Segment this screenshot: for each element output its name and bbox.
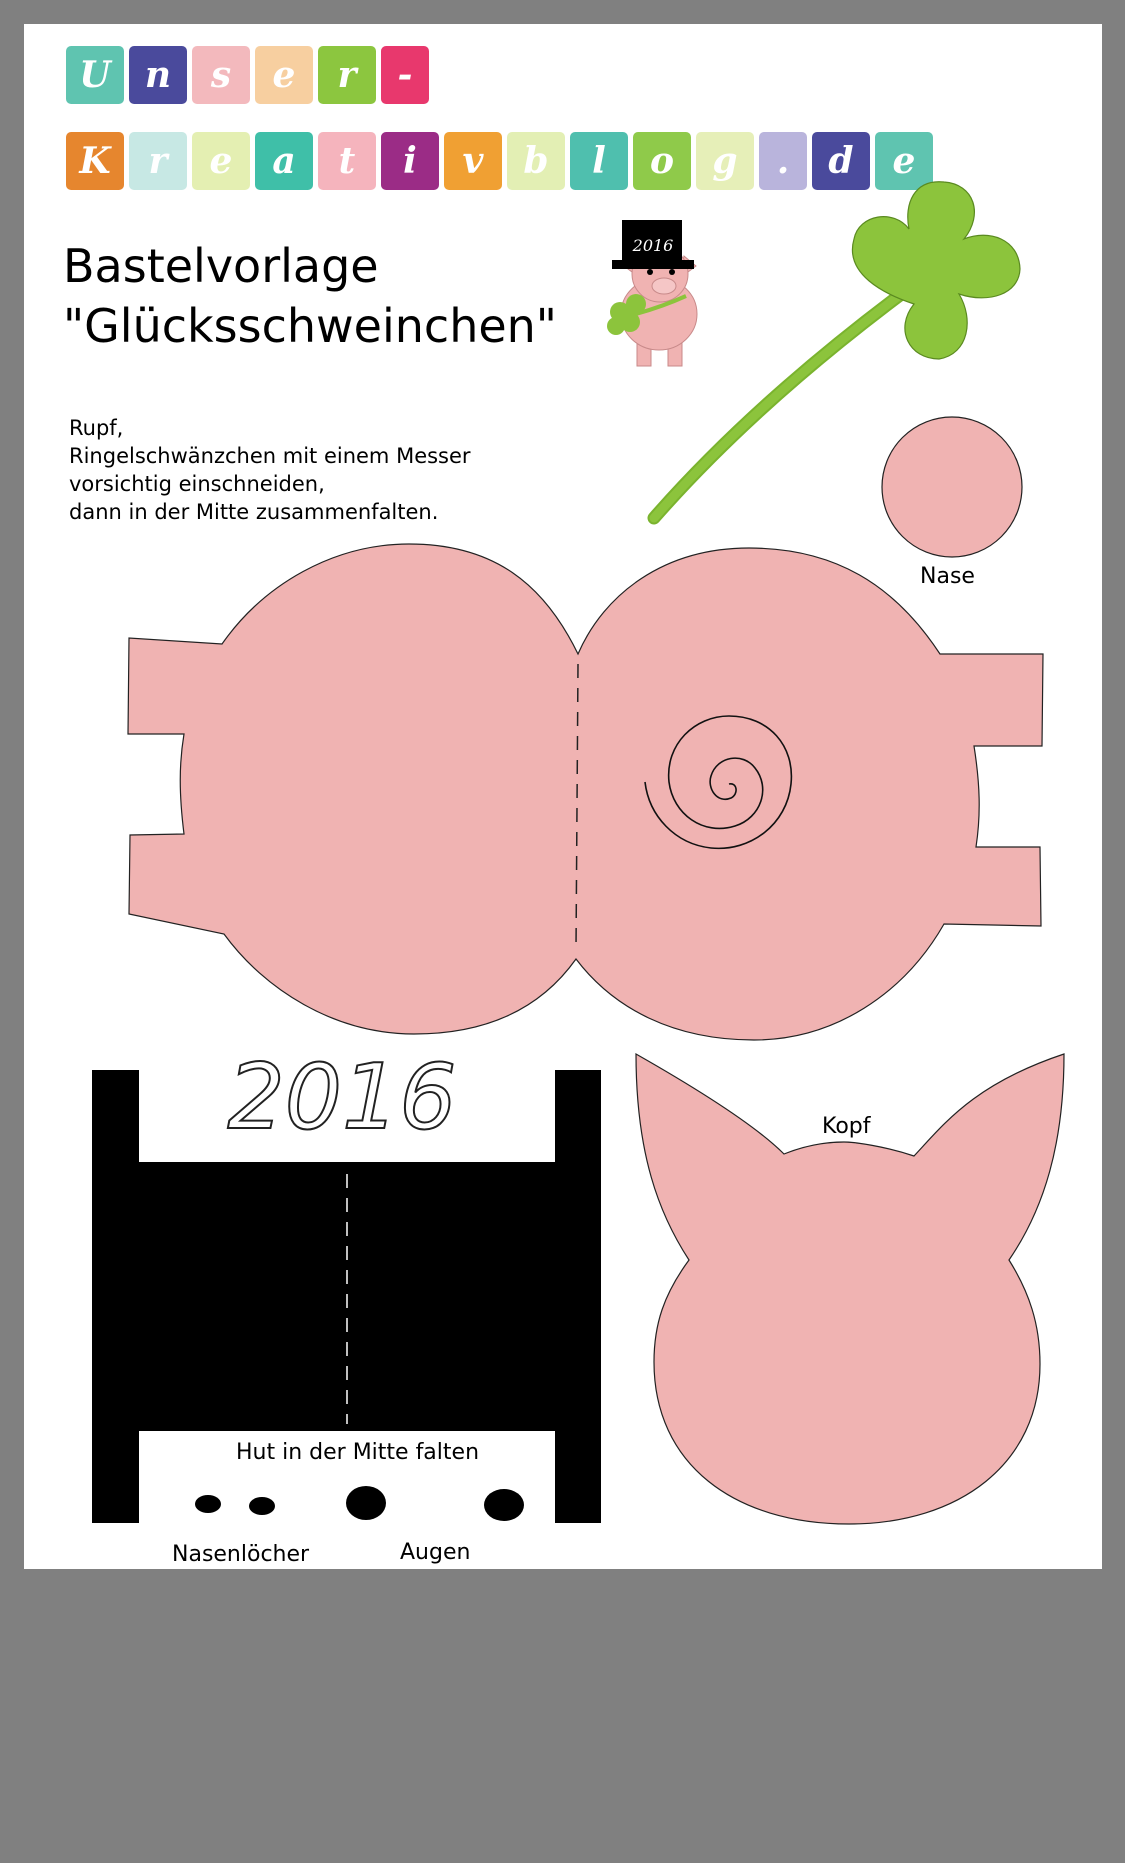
eye-cutout <box>484 1489 524 1521</box>
logo-letter-tile: g <box>696 132 754 190</box>
logo-letter-tile: . <box>759 132 807 190</box>
logo-letter-tile: r <box>129 132 187 190</box>
hat-year-text: 2016 <box>632 236 674 255</box>
logo-letter-tile: r <box>318 46 376 104</box>
nostril-cutout <box>195 1495 221 1513</box>
instruction-line: Ringelschwänzchen mit einem Messer <box>69 444 471 468</box>
fold-hat-label: Hut in der Mitte falten <box>236 1440 480 1465</box>
logo-letter-tile: v <box>444 132 502 190</box>
title-line-1: Bastelvorlage <box>63 239 379 293</box>
logo-letter-tile: o <box>633 132 691 190</box>
eye-cutout <box>346 1486 386 1520</box>
logo-letter-tile: b <box>507 132 565 190</box>
title-line-2: "Glücksschweinchen" <box>63 299 557 353</box>
year-outline-text: 2016 <box>227 1045 457 1150</box>
nostrils-label: Nasenlöcher <box>172 1542 310 1567</box>
logo-letter-tile: t <box>318 132 376 190</box>
nostril-cutout <box>249 1497 275 1515</box>
logo-letter-tile: i <box>381 132 439 190</box>
nose-label: Nase <box>920 564 975 589</box>
craft-template-sheet <box>24 24 1102 1569</box>
pig-illustration-icon <box>607 220 697 366</box>
logo-letter-tile: - <box>381 46 429 104</box>
logo-letter-tile: s <box>192 46 250 104</box>
pig-body-cutout <box>128 544 1043 1040</box>
logo-letter-tile: e <box>192 132 250 190</box>
logo-letter-tile: U <box>66 46 124 104</box>
nose-cutout <box>882 417 1022 557</box>
eyes-label: Augen <box>400 1540 471 1565</box>
logo-letter-tile: l <box>570 132 628 190</box>
logo-letter-tile: n <box>129 46 187 104</box>
logo-letter-tile: e <box>255 46 313 104</box>
logo-letter-tile: d <box>812 132 870 190</box>
instruction-line: vorsichtig einschneiden, <box>69 472 325 496</box>
head-label: Kopf <box>822 1114 871 1139</box>
logo-letter-tile: e <box>875 132 933 190</box>
instruction-line: Rupf, <box>69 416 124 440</box>
template-artwork <box>24 24 1102 1569</box>
logo-letter-tile: K <box>66 132 124 190</box>
instruction-line: dann in der Mitte zusammenfalten. <box>69 500 439 524</box>
logo-letter-tile: a <box>255 132 313 190</box>
